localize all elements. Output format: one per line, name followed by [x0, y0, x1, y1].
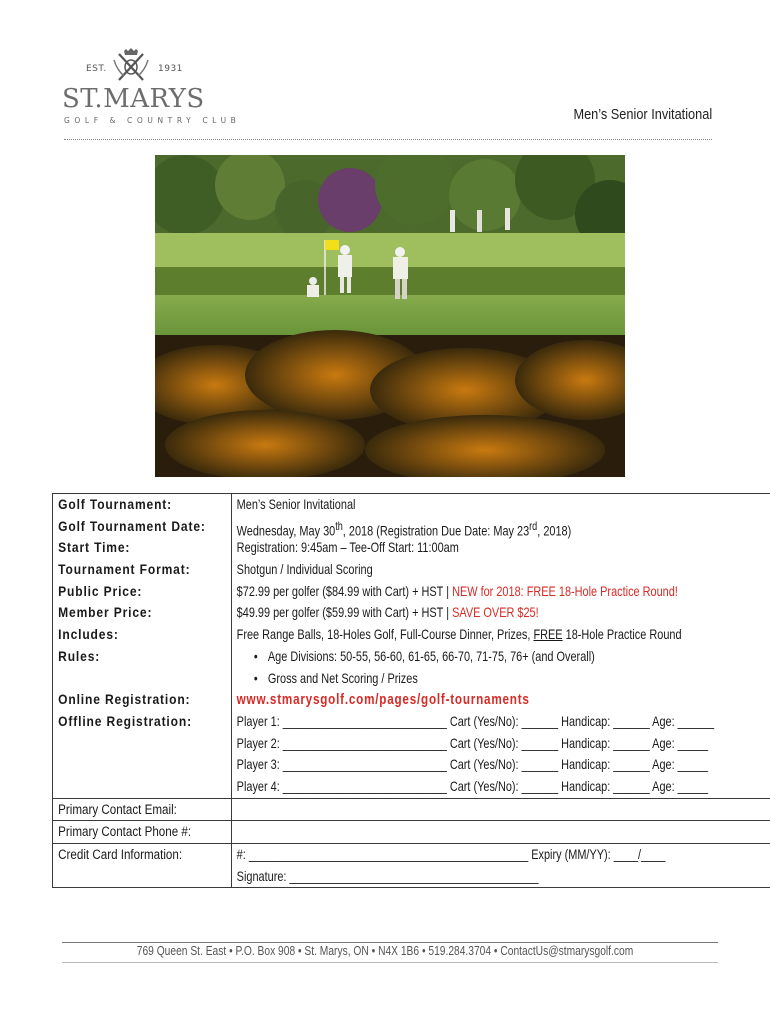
- label-online-registration: Online Registration:: [58, 691, 191, 708]
- labels-column: [53, 494, 232, 799]
- logo-subtitle: GOLF & COUNTRY CLUB: [64, 116, 241, 125]
- label-member-price: Member Price:: [58, 604, 153, 621]
- signature-line[interactable]: Signature: _________________________________________: [236, 867, 539, 884]
- value-tournament-date: Wednesday, May 30th, 2018 (Registration Due Date: May 23rd, 2018): [236, 519, 571, 539]
- footer-divider: [62, 942, 718, 943]
- contact-phone-field[interactable]: [231, 821, 770, 844]
- club-logo: [58, 44, 241, 126]
- credit-card-label-cell: [53, 844, 232, 888]
- logo-year: 1931: [158, 64, 183, 74]
- value-public-price: $72.99 per golfer ($84.99 with Cart) + HST | NEW for 2018: FREE 18-Hole Practice Round!: [236, 582, 678, 599]
- label-start-time: Start Time:: [58, 539, 131, 556]
- credit-card-row: [53, 844, 770, 888]
- footer-divider-lower: [62, 962, 718, 963]
- label-tournament-format: Tournament Format:: [58, 561, 191, 578]
- tournament-info-table: [52, 493, 770, 888]
- credit-card-field[interactable]: [231, 844, 770, 888]
- player-4-line[interactable]: Player 4: ___________________________ Cart (Yes/No): ______ Handicap: ______ Age: _____: [236, 777, 708, 794]
- value-tournament-format: Shotgun / Individual Scoring: [236, 561, 373, 578]
- label-spacer: [53, 733, 206, 755]
- player-3-line[interactable]: Player 3: ___________________________ Cart (Yes/No): ______ Handicap: ______ Age: _____: [236, 756, 708, 773]
- online-registration-link[interactable]: www.stmarysgolf.com/pages/golf-tournaments: [236, 691, 530, 709]
- label-spacer: [53, 668, 206, 690]
- player-2-line[interactable]: Player 2: ___________________________ Cart (Yes/No): ______ Handicap: ______ Age: _____: [236, 734, 708, 751]
- values-column: [231, 494, 770, 799]
- label-public-price: Public Price:: [58, 582, 143, 599]
- logo-name: ST.MARYS: [62, 84, 205, 114]
- public-price-promo: NEW for 2018: FREE 18-Hole Practice Round!: [451, 582, 678, 599]
- label-tournament-date: Golf Tournament Date:: [58, 517, 206, 534]
- label-includes: Includes:: [58, 626, 119, 643]
- contact-email-row: [53, 798, 770, 821]
- info-main-row: [53, 494, 770, 799]
- label-contact-email: Primary Contact Email:: [58, 801, 177, 817]
- label-credit-card: Credit Card Information:: [58, 847, 183, 862]
- card-number-line[interactable]: #: ______________________________________________ Expiry (MM/YY): ____/____: [236, 846, 665, 862]
- value-includes: Free Range Balls, 18-Holes Golf, Full-Course Dinner, Prizes, FREE 18-Hole Practice Round: [236, 626, 682, 643]
- label-spacer: [53, 776, 206, 798]
- label-spacer: [53, 754, 206, 776]
- document-title: Men’s Senior Invitational: [573, 106, 712, 123]
- crossed-clubs-crest-icon: [112, 48, 150, 82]
- label-golf-tournament: Golf Tournament:: [58, 496, 173, 512]
- value-start-time: Registration: 9:45am – Tee-Off Start: 11:00am: [236, 539, 459, 556]
- member-price-promo: SAVE OVER $25!: [451, 604, 539, 621]
- golf-course-photo: [155, 155, 625, 477]
- rules-bullet: • Gross and Net Scoring / Prizes: [253, 669, 418, 686]
- contact-email-field[interactable]: [231, 798, 770, 821]
- rules-bullet: • Age Divisions: 50-55, 56-60, 61-65, 66-70, 71-75, 76+ (and Overall): [253, 647, 595, 664]
- label-rules: Rules:: [58, 647, 101, 664]
- label-contact-phone: Primary Contact Phone #:: [58, 824, 192, 840]
- player-1-line[interactable]: Player 1: ___________________________ Cart (Yes/No): ______ Handicap: ______ Age: ______: [236, 712, 714, 729]
- contact-phone-row: [53, 821, 770, 844]
- logo-est: EST.: [86, 64, 107, 74]
- contact-email-label-cell: [53, 798, 232, 821]
- label-offline-registration: Offline Registration:: [58, 712, 192, 729]
- footer-contact: 769 Queen St. East • P.O. Box 908 • St. Marys, ON • N4X 1B6 • 519.284.3704 • ContactUs@stmarysgolf.com: [136, 944, 634, 958]
- contact-phone-label-cell: [53, 821, 232, 844]
- header-divider: [64, 139, 712, 140]
- value-member-price: $49.99 per golfer ($59.99 with Cart) + HST | SAVE OVER $25!: [236, 604, 539, 621]
- value-golf-tournament: Men’s Senior Invitational: [236, 496, 356, 512]
